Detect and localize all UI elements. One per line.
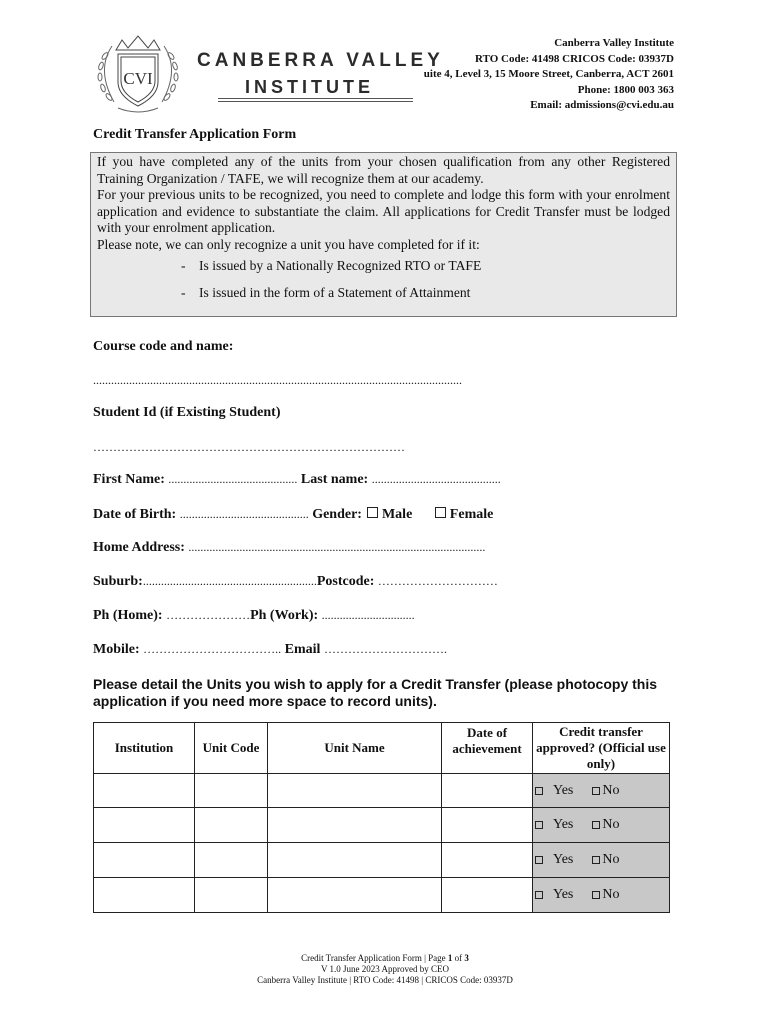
footer-page-line: Credit Transfer Application Form | Page 1 of 3: [301, 953, 469, 963]
contact-block: [424, 36, 674, 114]
approval-cell: [533, 774, 670, 808]
dob-field[interactable]: ...........................................: [179, 507, 309, 521]
suburb-label: Suburb:: [93, 574, 143, 589]
institute-logo: [88, 30, 188, 116]
course-field[interactable]: ...........................................................................................................................: [93, 373, 462, 387]
page-footer: [0, 953, 770, 986]
last-name-field[interactable]: ...........................................: [371, 472, 501, 486]
address-field[interactable]: ...................................................................................................: [188, 540, 486, 554]
phone-row: [93, 608, 415, 624]
contact-email: Email: admissions@cvi.edu.au: [530, 99, 674, 111]
female-label: Female: [449, 507, 494, 522]
suburb-row: [93, 574, 498, 590]
yes-checkbox[interactable]: [535, 821, 543, 829]
units-table: [93, 722, 670, 913]
table-row: [94, 808, 670, 843]
svg-text:CVI: CVI: [123, 69, 153, 88]
unit-name-cell[interactable]: [268, 878, 442, 913]
first-name-label: First Name:: [93, 472, 165, 487]
first-name-field[interactable]: ...........................................: [168, 472, 298, 486]
approval-cell: [533, 878, 670, 913]
date-cell[interactable]: [442, 843, 533, 878]
suburb-field[interactable]: ..........................................................: [142, 574, 317, 588]
yes-checkbox[interactable]: [535, 787, 543, 795]
address-row: [93, 540, 485, 556]
table-row: [94, 774, 670, 808]
yes-label: Yes: [553, 817, 574, 832]
table-row: [94, 843, 670, 878]
mobile-field[interactable]: ……………………………..: [143, 642, 282, 656]
contact-codes: RTO Code: 41498 CRICOS Code: 03937D: [475, 52, 674, 65]
approval-cell: [533, 843, 670, 878]
intro-paragraph: If you have completed any of the units from your chosen qualification from any other Registered Training Organization / TAFE, we will recognize them at our academy.: [97, 154, 670, 186]
yes-label: Yes: [553, 887, 574, 902]
date-cell[interactable]: [442, 878, 533, 913]
brand-name-line1: CANBERRA VALLEY: [197, 50, 444, 71]
postcode-label: Postcode:: [316, 574, 375, 589]
footer-page-total: 3: [464, 953, 469, 963]
table-header-row: [94, 723, 670, 774]
ph-home-label: Ph (Home):: [93, 608, 163, 623]
mobile-label: Mobile:: [93, 642, 140, 657]
footer-page-number: 1: [447, 953, 453, 963]
yes-label: Yes: [553, 852, 574, 867]
female-checkbox[interactable]: [435, 507, 446, 518]
contact-name: Canberra Valley Institute: [554, 37, 674, 49]
male-checkbox[interactable]: [367, 507, 378, 518]
institution-cell[interactable]: [94, 808, 195, 843]
course-label: Course code and name:: [93, 339, 234, 354]
footer-codes: Canberra Valley Institute | RTO Code: 41498 | CRICOS Code: 03937D: [257, 975, 513, 985]
brand-rule-bottom: [218, 101, 413, 102]
yes-checkbox[interactable]: [535, 891, 543, 899]
bullet-item: - Is issued in the form of a Statement of Attainment: [181, 285, 471, 300]
unit-code-cell[interactable]: [195, 774, 268, 808]
last-name-label: Last name:: [300, 472, 369, 487]
no-label: No: [602, 817, 620, 832]
no-checkbox[interactable]: [592, 821, 600, 829]
intro-box: [90, 152, 677, 317]
col-date: Date of achievement: [442, 723, 533, 774]
unit-name-cell[interactable]: [268, 774, 442, 808]
yes-checkbox[interactable]: [535, 856, 543, 864]
date-cell[interactable]: [442, 808, 533, 843]
form-title: Credit Transfer Application Form: [93, 127, 297, 142]
col-approved: Credit transfer approved? (Official use only): [533, 723, 670, 774]
no-checkbox[interactable]: [592, 891, 600, 899]
approval-cell: [533, 808, 670, 843]
male-label: Male: [381, 507, 413, 522]
student-id-field[interactable]: ……………………………………………………………………: [93, 440, 405, 454]
contact-address: uite 4, Level 3, 15 Moore Street, Canberra, ACT 2601: [423, 68, 674, 80]
institution-cell[interactable]: [94, 843, 195, 878]
brand-rule-top: [218, 98, 413, 99]
institution-cell[interactable]: [94, 878, 195, 913]
unit-code-cell[interactable]: [195, 808, 268, 843]
footer-version: V 1.0 June 2023 Approved by CEO: [320, 964, 450, 974]
contact-phone: Phone: 1800 003 363: [577, 83, 674, 96]
unit-name-cell[interactable]: [268, 808, 442, 843]
yes-label: Yes: [553, 782, 574, 798]
laurel-crest-icon: [88, 30, 188, 116]
col-unit-code: Unit Code: [195, 723, 268, 774]
ph-work-field[interactable]: ...............................: [321, 608, 415, 622]
address-label: Home Address:: [93, 540, 185, 555]
no-label: No: [602, 852, 620, 867]
no-label: No: [602, 887, 620, 902]
date-cell[interactable]: [442, 774, 533, 808]
postcode-field[interactable]: …………………………: [377, 574, 498, 588]
dob-gender-row: [93, 507, 493, 523]
email-field[interactable]: ………………………….: [323, 642, 447, 656]
unit-name-cell[interactable]: [268, 843, 442, 878]
no-checkbox[interactable]: [592, 856, 600, 864]
ph-work-label: Ph (Work):: [250, 608, 319, 623]
ph-home-field[interactable]: …………………: [166, 608, 251, 622]
gender-label: Gender:: [312, 507, 362, 522]
no-checkbox[interactable]: [592, 787, 600, 795]
units-heading: Please detail the Units you wish to apply for a Credit Transfer (please photocopy this application if you need more space to record units).: [93, 676, 658, 709]
table-row: [94, 878, 670, 913]
bullet-item: - Is issued by a Nationally Recognized RTO or TAFE: [181, 258, 482, 273]
institution-cell[interactable]: [94, 774, 195, 808]
intro-paragraph: For your previous units to be recognized, you need to complete and lodge this form with your enrolment application and evidence to substantiate the claim. All applications for Credit Transfer must be lodged with your enrolment application.: [97, 187, 670, 236]
dob-label: Date of Birth:: [93, 507, 177, 522]
brand-name-line2: INSTITUTE: [245, 77, 374, 97]
no-label: No: [602, 782, 620, 798]
col-institution: Institution: [94, 723, 195, 774]
student-id-label: Student Id (if Existing Student): [93, 405, 281, 420]
col-unit-name: Unit Name: [268, 723, 442, 774]
email-label: Email: [284, 642, 321, 657]
name-row: [93, 472, 501, 488]
unit-code-cell[interactable]: [195, 843, 268, 878]
intro-paragraph: Please note, we can only recognize a unit you have completed for if it:: [97, 236, 480, 252]
unit-code-cell[interactable]: [195, 878, 268, 913]
mobile-email-row: [93, 642, 447, 658]
